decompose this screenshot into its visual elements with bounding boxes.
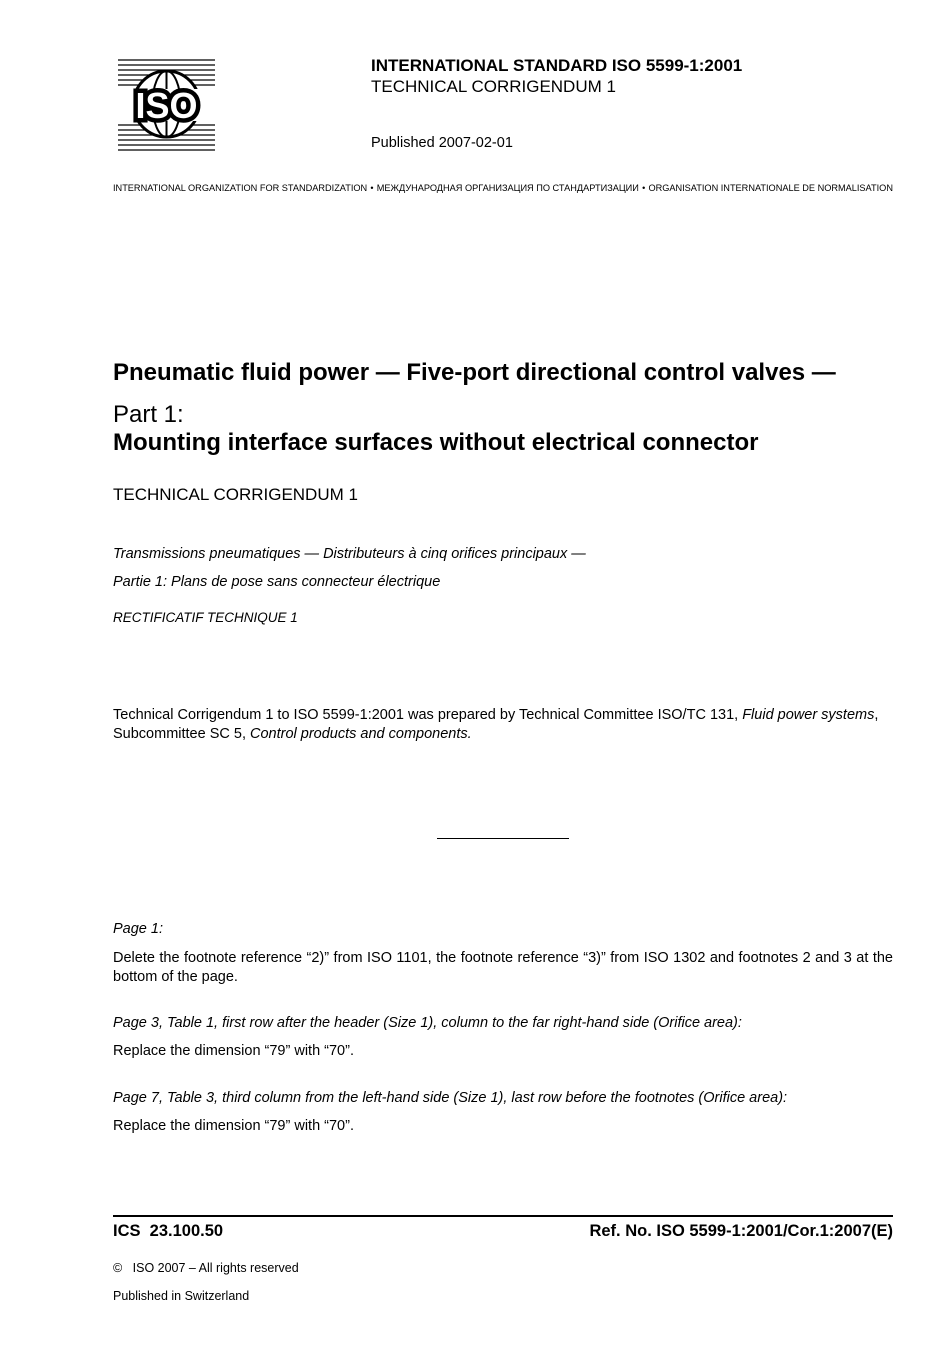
published-in: Published in Switzerland (113, 1289, 250, 1303)
ics-code: ICS 23.100.50 (113, 1222, 224, 1240)
correction-instruction: Replace the dimension “79” with “70”. (113, 1118, 354, 1134)
bullet-separator: • (370, 183, 374, 193)
header-corrigendum: TECHNICAL CORRIGENDUM 1 (371, 77, 616, 96)
org-name-fr: ORGANISATION INTERNATIONALE DE NORMALISATION (648, 183, 893, 193)
committee-title: Fluid power systems (742, 707, 875, 723)
org-name-ru: МЕЖДУНАРОДНАЯ ОРГАНИЗАЦИЯ ПО СТАНДАРТИЗАЦИИ (376, 183, 639, 193)
correction-instruction: Replace the dimension “79” with “70”. (113, 1043, 354, 1059)
part-title: Mounting interface surfaces without electrical connector (113, 429, 759, 456)
correction-location: Page 1: (113, 921, 163, 937)
french-corrigendum-label: RECTIFICATIF TECHNIQUE 1 (113, 610, 298, 625)
correction-location: Page 3, Table 1, first row after the header (Size 1), column to the far right-hand side (Orifice area): (113, 1015, 742, 1031)
section-separator (437, 838, 569, 839)
iso-logo (118, 58, 215, 151)
corrigendum-label: TECHNICAL CORRIGENDUM 1 (113, 485, 358, 504)
organization-line (113, 183, 893, 193)
correction-instruction: Delete the footnote reference “2)” from ISO 1101, the footnote reference “3)” from ISO 1302 and footnotes 2 and 3 at the bottom of the page. (113, 950, 893, 985)
french-title: Transmissions pneumatiques — Distributeurs à cinq orifices principaux — (113, 546, 586, 562)
preparation-statement: Technical Corrigendum 1 to ISO 5599-1:2001 was prepared by Technical Committee ISO/TC 131, Fluid power systems, Subcommittee SC 5, Control products and components. (113, 707, 879, 742)
reference-number: Ref. No. ISO 5599-1:2001/Cor.1:2007(E) (589, 1222, 893, 1240)
document-title: Pneumatic fluid power — Five-port directional control valves — (113, 359, 836, 386)
correction-location: Page 7, Table 3, third column from the left-hand side (Size 1), last row before the footnotes (Orifice area): (113, 1090, 788, 1106)
org-name-en: INTERNATIONAL ORGANIZATION FOR STANDARDIZATION (113, 183, 368, 193)
bullet-separator: • (642, 183, 646, 193)
part-label: Part 1: (113, 401, 184, 428)
copyright-notice: © ISO 2007 – All rights reserved (113, 1261, 299, 1275)
subcommittee-title: Control products and components. (250, 726, 472, 742)
standard-title: INTERNATIONAL STANDARD ISO 5599-1:2001 (371, 56, 743, 75)
french-part-title: Partie 1: Plans de pose sans connecteur électrique (113, 574, 441, 590)
published-date: Published 2007-02-01 (371, 135, 513, 151)
svg-text:ISO: ISO (135, 85, 198, 126)
footer-rule (113, 1215, 893, 1217)
